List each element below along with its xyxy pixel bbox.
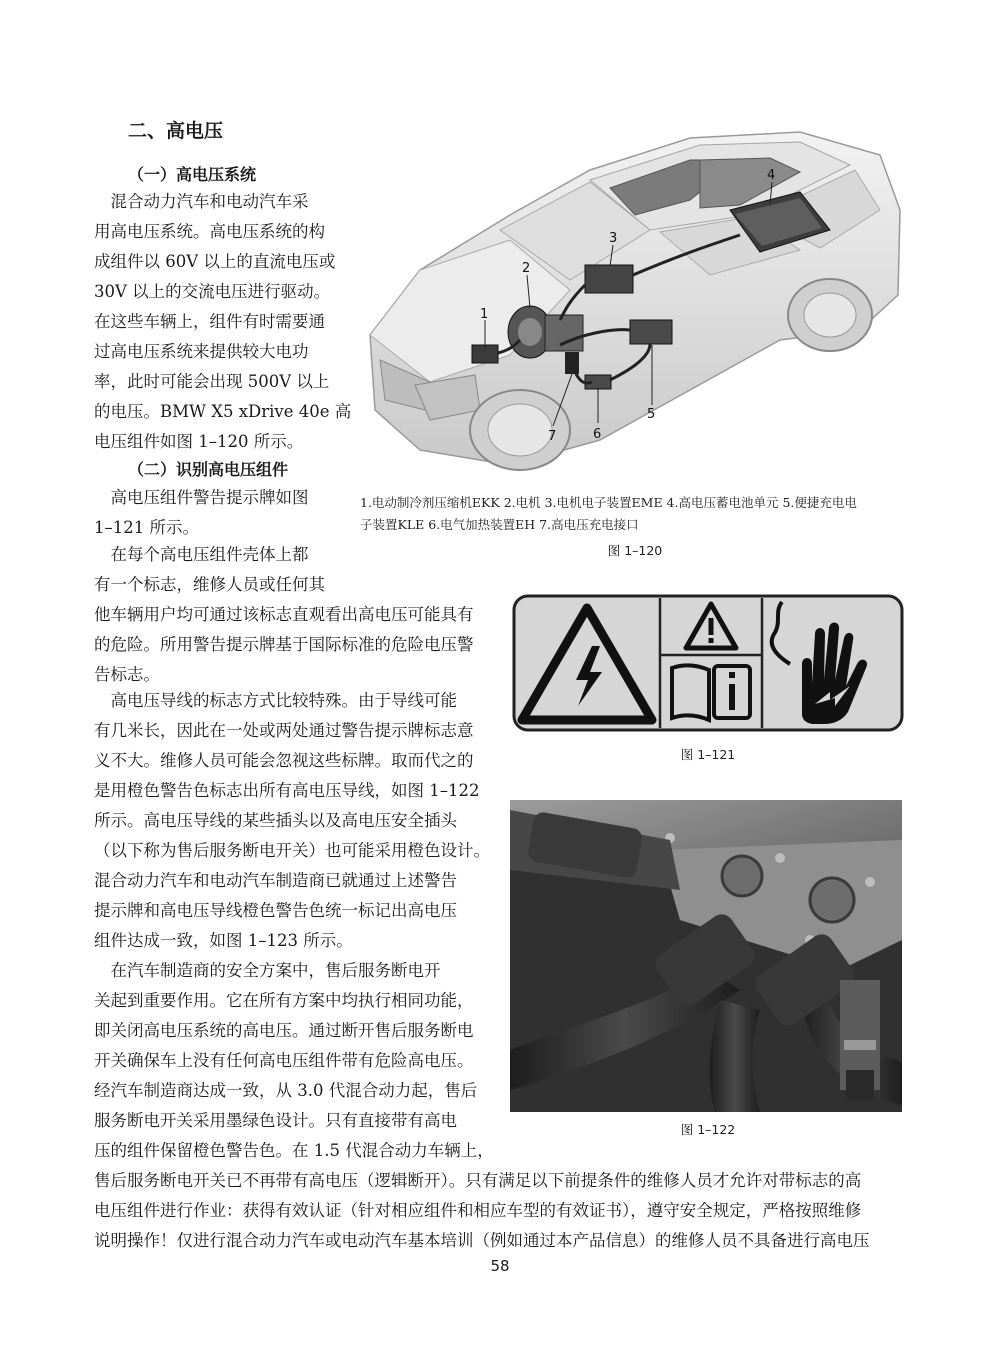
- paragraph-5: [94, 956, 494, 1166]
- para-line: 率，此时可能会出现 500V 以上: [94, 372, 330, 391]
- para-line: 混合动力汽车和电动汽车采: [94, 192, 309, 211]
- callout-3: 3: [609, 231, 618, 246]
- para-line: 义不大。维修人员可能会忽视这些标牌。取而代之的: [94, 751, 474, 770]
- para-line: 用高电压系统。高电压系统的构: [94, 222, 325, 241]
- para-line: 混合动力汽车和电动汽车制造商已就通过上述警告: [94, 871, 457, 890]
- para-line: 有几米长，因此在一处或两处通过警告提示牌标志意: [94, 721, 474, 740]
- para-line: 售后服务断电开关已不再带有高电压（逻辑断开）。只有满足以下前提条件的维修人员才允许对带标志的高: [94, 1171, 862, 1190]
- page-number: 58: [490, 1257, 510, 1275]
- car-illustration: [360, 120, 908, 475]
- para-line: 经汽车制造商达成一致，从 3.0 代混合动力起，售后: [94, 1081, 478, 1100]
- para-line: 高电压组件警告提示牌如图: [94, 488, 309, 507]
- para-line: 提示牌和高电压导线橙色警告色统一标记出高电压: [94, 901, 457, 920]
- hv-connector-photo: [510, 800, 902, 1112]
- para-line: 1–121 所示。: [94, 518, 199, 537]
- para-line: 电压组件进行作业：获得有效认证（针对相应组件和相应车型的有效证书），遵守安全规定，严格按照维修: [94, 1201, 862, 1220]
- para-line: 过高电压系统来提供较大电功: [94, 342, 309, 361]
- para-line: 所示。高电压导线的某些插头以及高电压安全插头: [94, 811, 457, 830]
- figure-1-122-caption: 图 1–122: [680, 1122, 736, 1137]
- callout-7: 7: [548, 429, 557, 444]
- para-line: 的危险。所用警告提示牌基于国际标准的危险电压警: [94, 635, 474, 654]
- figure-1-122: [510, 800, 902, 1112]
- para-line: 在每个高电压组件壳体上都: [94, 545, 309, 564]
- para-line: 组件达成一致，如图 1–123 所示。: [94, 931, 353, 950]
- paragraph-4: [94, 686, 490, 956]
- para-line: 电压组件如图 1–120 所示。: [94, 432, 304, 451]
- para-line: 服务断电开关采用墨绿色设计。只有直接带有高电: [94, 1111, 457, 1130]
- para-line: 30V 以上的交流电压进行驱动。: [94, 282, 331, 301]
- para-line: 有一个标志，维修人员或任何其: [94, 575, 325, 594]
- para-line: 成组件以 60V 以上的直流电压或: [94, 252, 336, 271]
- subsection-title-2: （二）识别高电压组件: [128, 460, 289, 479]
- para-line: 在汽车制造商的安全方案中，售后服务断电开: [94, 961, 441, 980]
- paragraph-3: [94, 540, 490, 690]
- legend-line: 1.电动制冷剂压缩机EKK 2.电机 3.电机电子装置EME 4.高电压蓄电池单元 5.便捷充电电: [360, 495, 857, 510]
- callout-1: 1: [480, 307, 489, 322]
- callout-2: 2: [522, 261, 531, 276]
- figure-1-120: [360, 120, 908, 475]
- para-line: 说明操作！仅进行混合动力汽车或电动汽车基本培训（例如通过本产品信息）的维修人员不具备进行高电压: [94, 1231, 870, 1250]
- para-line: 关起到重要作用。它在所有方案中均执行相同功能，: [94, 991, 474, 1010]
- para-line: 告标志。: [94, 665, 160, 684]
- para-line: 高电压导线的标志方式比较特殊。由于导线可能: [94, 691, 457, 710]
- legend-line: 子装置KLE 6.电气加热装置EH 7.高电压充电接口: [360, 517, 639, 532]
- paragraph-6: [94, 1166, 906, 1256]
- callout-5: 5: [647, 407, 656, 422]
- figure-1-121-caption: 图 1–121: [680, 747, 736, 762]
- para-line: 开关确保车上没有任何高电压组件带有危险高电压。: [94, 1051, 474, 1070]
- para-line: 即关闭高电压系统的高电压。通过断开售后服务断电: [94, 1021, 474, 1040]
- callout-4: 4: [767, 168, 776, 183]
- figure-1-120-legend: [360, 492, 908, 536]
- callout-6: 6: [593, 427, 602, 442]
- para-line: 在这些车辆上，组件有时需要通: [94, 312, 325, 331]
- para-line: 压的组件保留橙色警告色。在 1.5 代混合动力车辆上，: [94, 1141, 494, 1160]
- para-line: 是用橙色警告色标志出所有高电压导线，如图 1–122: [94, 781, 480, 800]
- section-title: 二、高电压: [128, 120, 224, 142]
- figure-1-120-caption: 图 1–120: [607, 543, 663, 558]
- para-line: 他车辆用户均可通过该标志直观看出高电压可能具有: [94, 605, 474, 624]
- figure-1-121: [512, 594, 904, 732]
- warning-sign: [512, 594, 904, 732]
- para-line: （以下称为售后服务断电开关）也可能采用橙色设计。: [94, 841, 490, 860]
- subsection-title-1: （一）高电压系统: [128, 165, 257, 184]
- para-line: 的电压。BMW X5 xDrive 40e 高: [94, 402, 352, 421]
